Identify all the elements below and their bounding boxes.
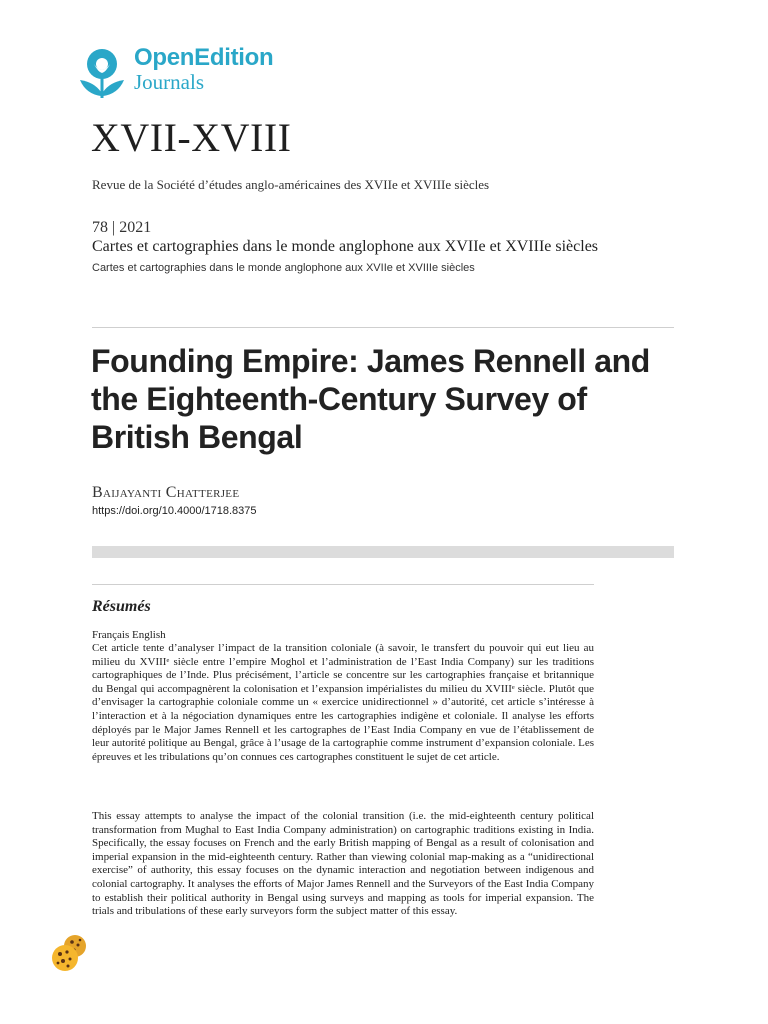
logo-name-line1: OpenEdition	[134, 44, 274, 71]
issue-number[interactable]: 78 | 2021	[92, 219, 152, 236]
section-divider	[92, 584, 594, 585]
cookie-icon[interactable]	[50, 932, 90, 974]
issue-title[interactable]: Cartes et cartographies dans le monde anglophone aux XVIIe et XVIIIe siècles	[92, 238, 599, 255]
openedition-flower-icon	[74, 44, 130, 104]
abstract-languages[interactable]: Français English	[92, 629, 166, 641]
separator-bar	[92, 546, 674, 558]
abstract-french: Cet article tente d’analyser l’impact de la transition coloniale (à savoir, le transfert du pouvoir qui eut lieu au milieu du XVIIIᵉ siècle entre l’empire Moghol et l’administration de l’East India Company) sur les traditions cartographiques de l’Inde. Plus précisément, l’article se concentre sur les cartographies française et britannique du Bengal qui accompagnèrent la colonisation et l’expansion impérialistes du milieu du XVIIIᵉ siècle. Plutôt que d’envisager la cartographie coloniale comme un « exercice unidirectionnel » d’autorité, cet article s’intéresse à l’interaction et à la négociation dynamiques entre les cartographies indigène et coloniale. Il analyse les efforts déployés par le Major James Rennell et les cartographes de l’East India Company en vue de l’établissement de leur autorité politique au Bengal, grâce à l’usage de la cartographie comme instrument d’expansion coloniale. Les épreuves et les tribulations qu’on connues ces cartographes constituent le sujet de cet article.	[92, 642, 594, 763]
journal-subtitle: Revue de la Société d’études anglo-américaines des XVIIe et XVIIIe siècles	[92, 177, 490, 192]
article-title: Founding Empire: James Rennell and the Eighteenth-Century Survey of British Bengal	[91, 343, 650, 455]
journal-title[interactable]: XVII-XVIII	[91, 115, 292, 160]
issue-title-secondary: Cartes et cartographies dans le monde anglophone aux XVIIe et XVIIIe siècles	[92, 262, 475, 274]
logo-wordmark	[134, 46, 273, 93]
article-doi-link[interactable]: https://doi.org/10.4000/1718.8375	[92, 505, 257, 517]
abstract-english: This essay attempts to analyse the impact of the colonial transition (i.e. the mid-eighteenth century political transformation from Mughal to East India Company administration) on cartographic traditions existing in India. Specifically, the essay focuses on French and the early British mapping of Bengal as a result of colonisation and imperial expansion in the mid-eighteenth century. Rather than viewing colonial map-making as a “unidirectional exercise” of authority, this essay focuses on the dynamic interaction and negotiation between indigenous and colonial cartography. It analyses the efforts of Major James Rennell and the Surveyors of the East India Company to establish their political authority in Bengal using surveys and mapping as tools for imperial expansion. The trials and tribulations of these early surveyors form the subject matter of this essay.	[92, 810, 594, 918]
logo-name-line2: Journals	[134, 70, 204, 94]
article-author[interactable]: Baijayanti Chatterjee	[92, 484, 240, 501]
header-divider	[92, 327, 674, 328]
openedition-logo[interactable]	[74, 44, 273, 104]
abstracts-heading: Résumés	[92, 598, 151, 615]
